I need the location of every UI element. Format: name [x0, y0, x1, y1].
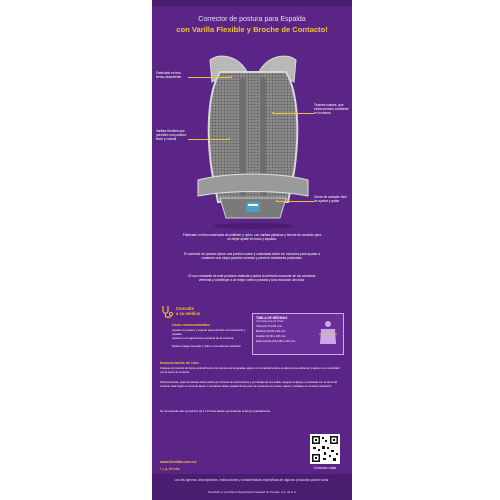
torso-measure-icon: [317, 320, 339, 350]
instruction-item-1: Coloque el producto de forma vertical frente a la columna de la espalda, ajuste con la banda frontal a la altura de su abdomen y ajuste a su comodidad con el cierre de contacto.: [160, 367, 340, 374]
footer-disclaimer: Lea las Ignoras, descripciones, instrucciones y características especificas de algunos productos puede variar.: [174, 478, 330, 482]
website-link[interactable]: www.tiendita.com.mx: [160, 460, 197, 464]
consult-line2: a su médico: [176, 311, 201, 316]
uses-title: Usos recomendados:: [172, 323, 211, 327]
posture-corrector-illustration: [190, 52, 316, 230]
callout-right-bottom: Cierre de contacto fácil de ajustar y quitar: [314, 195, 347, 203]
description-paragraph-3: El uso constante de este producto estimula y activa la memoria muscular de las columnas vertebral y contribuye a un mejor control postural y una reducción del dolor.: [188, 274, 316, 283]
size-row: Grande (G) 90 a 100 cms: [256, 335, 286, 338]
stethoscope-icon: [160, 305, 174, 319]
size-row: Extra Grande (XG) 100 a 110 cms: [256, 340, 296, 343]
uses-item-2: Ayuda en el mejoramiento postural de la columna: [172, 336, 234, 340]
consult-doctor-badge: [160, 305, 220, 321]
size-table-title: TABLA DE MEDIDAS: [256, 316, 288, 320]
top-stripe: [152, 0, 352, 6]
description-paragraph-2: El corrector de postura ejerce una presión suave y controlada sobre los músculos para ayudar a mantener una mejor posición correcta y prevenir malestares posturales.: [184, 252, 320, 261]
callout-line-right-top: [274, 113, 314, 114]
callout-right-top: Tirantes suaves, que evitan presión constante en hombros: [314, 103, 349, 115]
uses-item-1: Ayudar en postura y soporte para eliminar encorvamiento y espalda: [172, 328, 246, 336]
consult-line1: Consulte: [176, 306, 194, 311]
callout-line-right-bottom: [278, 201, 314, 202]
callout-left-top: Fabricado en tela termo-absorbente: [156, 71, 182, 79]
social-links[interactable]: f ◎ ▶ /tiendita: [160, 467, 180, 471]
banner-title-line2: con Varilla Flexible y Broche de Contacto!: [176, 25, 328, 34]
description-paragraph-1: Fabricado en tela combinada de poliéster y nylon, con varillas plásticas y broche de contacto para un mejor ajuste en torso y espalda.: [182, 233, 322, 242]
instruction-item-2: Posteriormente, pase los tirantes hacia arriba por el frente de sus hombros y por debajo de sus axilas, asegure el ajuste y el tensado con el cierre de contacto para lograr su correcto ajuste. Los tirantes deben quedar firmes pero sin presionar en exceso. Ajuste y verifique su correcta colocación.: [160, 381, 338, 388]
instruction-item-3: Se recomienda usar el producto de 2 a 3 horas diarias, aumentando el tiempo gradualmente.: [160, 410, 271, 413]
size-table-subtitle: Circunferencia de Tórax: [256, 320, 284, 323]
footer-trademark: Tiendita® es una Marca Registrada Propiedad de Tiendita, S.A. de C.V.: [207, 490, 297, 494]
size-row: Mediana (M) 80 a 90 cms: [256, 330, 286, 333]
size-table: [252, 313, 344, 355]
qr-code[interactable]: [310, 434, 340, 464]
size-row: Chica (S) 70 a 80 cms: [256, 325, 282, 328]
callout-line-left-mid: [188, 139, 228, 140]
instructions-title: Instrucciones de Uso:: [160, 361, 200, 365]
banner-title-line1: Corrector de postura para Espalda: [198, 16, 306, 23]
qr-label: Conoce más: [313, 465, 337, 470]
uses-item-3: Reduce fatiga muscular y dolor en la columna vertebral: [172, 344, 241, 348]
product-banner: [152, 0, 352, 500]
callout-line-left-top: [188, 77, 230, 78]
callout-left-mid: Varillas flexibles que permiten una postura firme y natural: [156, 129, 187, 141]
